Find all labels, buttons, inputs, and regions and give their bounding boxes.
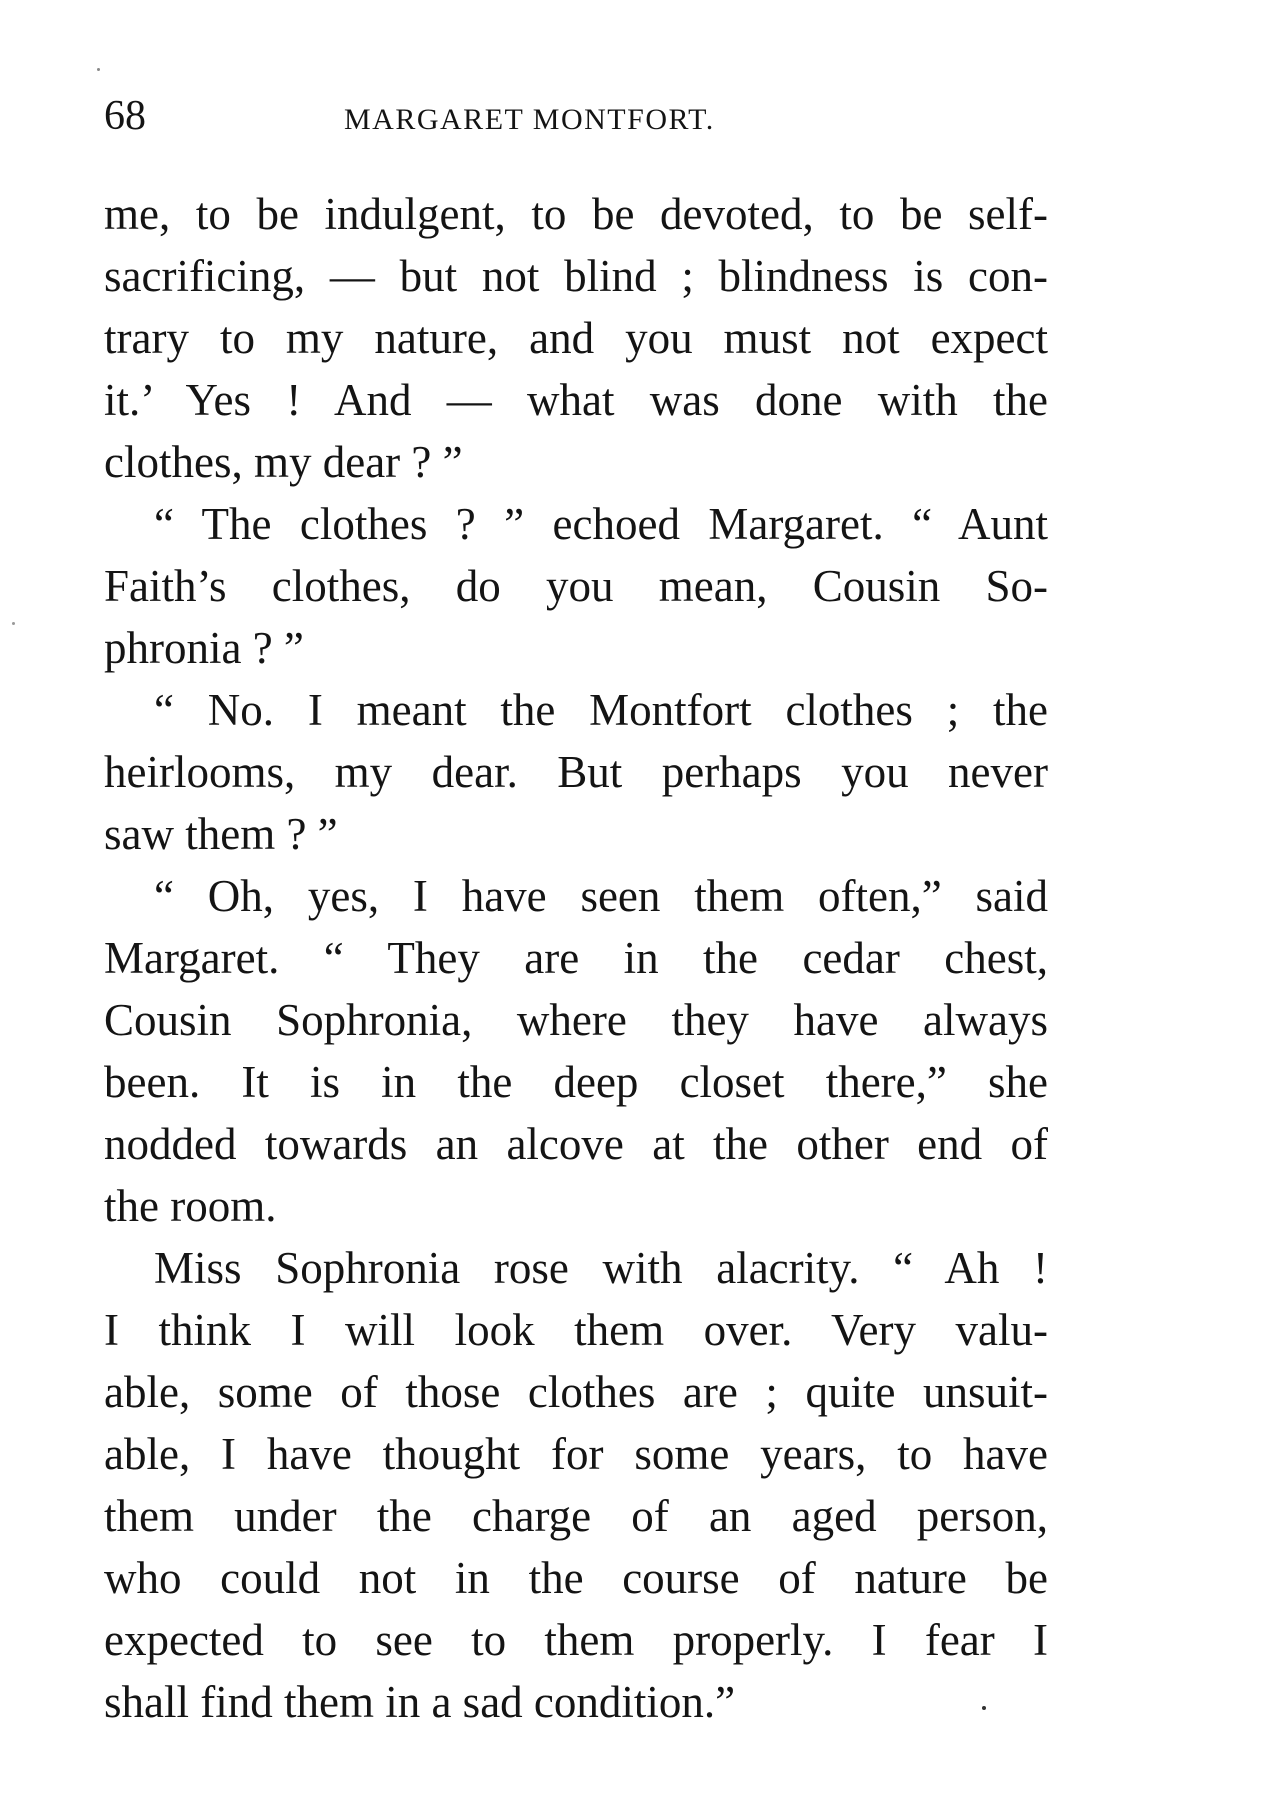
text-line: heirlooms, my dear. But perhaps you never [104, 747, 1048, 797]
text-line: expected to see to them properly. I fear I [104, 1615, 1048, 1665]
text-line: I think I will look them over. Very valu- [104, 1305, 1048, 1355]
text-line: me, to be indulgent, to be devoted, to be self- [104, 189, 1048, 239]
ink-speck [97, 68, 100, 71]
page-number: 68 [104, 93, 146, 139]
text-line: Miss Sophronia rose with alacrity. “ Ah ! [154, 1243, 1048, 1293]
text-line: the room. [104, 1181, 277, 1231]
body-text [104, 183, 1048, 1733]
running-title: MARGARET MONTFORT. [344, 103, 715, 136]
text-line: nodded towards an alcove at the other end of [104, 1119, 1048, 1169]
text-line: sacrificing, — but not blind ; blindness is con- [104, 251, 1048, 301]
text-line: able, I have thought for some years, to have [104, 1429, 1048, 1479]
text-line: “ The clothes ? ” echoed Margaret. “ Aunt [154, 499, 1048, 549]
text-line: saw them ? ” [104, 809, 338, 859]
text-line: “ Oh, yes, I have seen them often,” said [154, 871, 1048, 921]
text-line: been. It is in the deep closet there,” she [104, 1057, 1048, 1107]
page-header [104, 86, 1044, 146]
text-line: able, some of those clothes are ; quite unsuit- [104, 1367, 1048, 1417]
text-line: them under the charge of an aged person, [104, 1491, 1048, 1541]
text-line: shall find them in a sad condition.” [104, 1677, 736, 1727]
text-line: “ No. I meant the Montfort clothes ; the [154, 685, 1048, 735]
text-line: phronia ? ” [104, 623, 304, 673]
text-line: who could not in the course of nature be [104, 1553, 1048, 1603]
text-line: Cousin Sophronia, where they have always [104, 995, 1048, 1045]
text-line: Margaret. “ They are in the cedar chest, [104, 933, 1048, 983]
text-line: trary to my nature, and you must not expect [104, 313, 1048, 363]
text-line: Faith’s clothes, do you mean, Cousin So- [104, 561, 1048, 611]
ink-speck [12, 622, 15, 625]
text-line: clothes, my dear ? ” [104, 437, 463, 487]
text-line: it.’ Yes ! And — what was done with the [104, 375, 1048, 425]
ink-speck [982, 1706, 986, 1710]
